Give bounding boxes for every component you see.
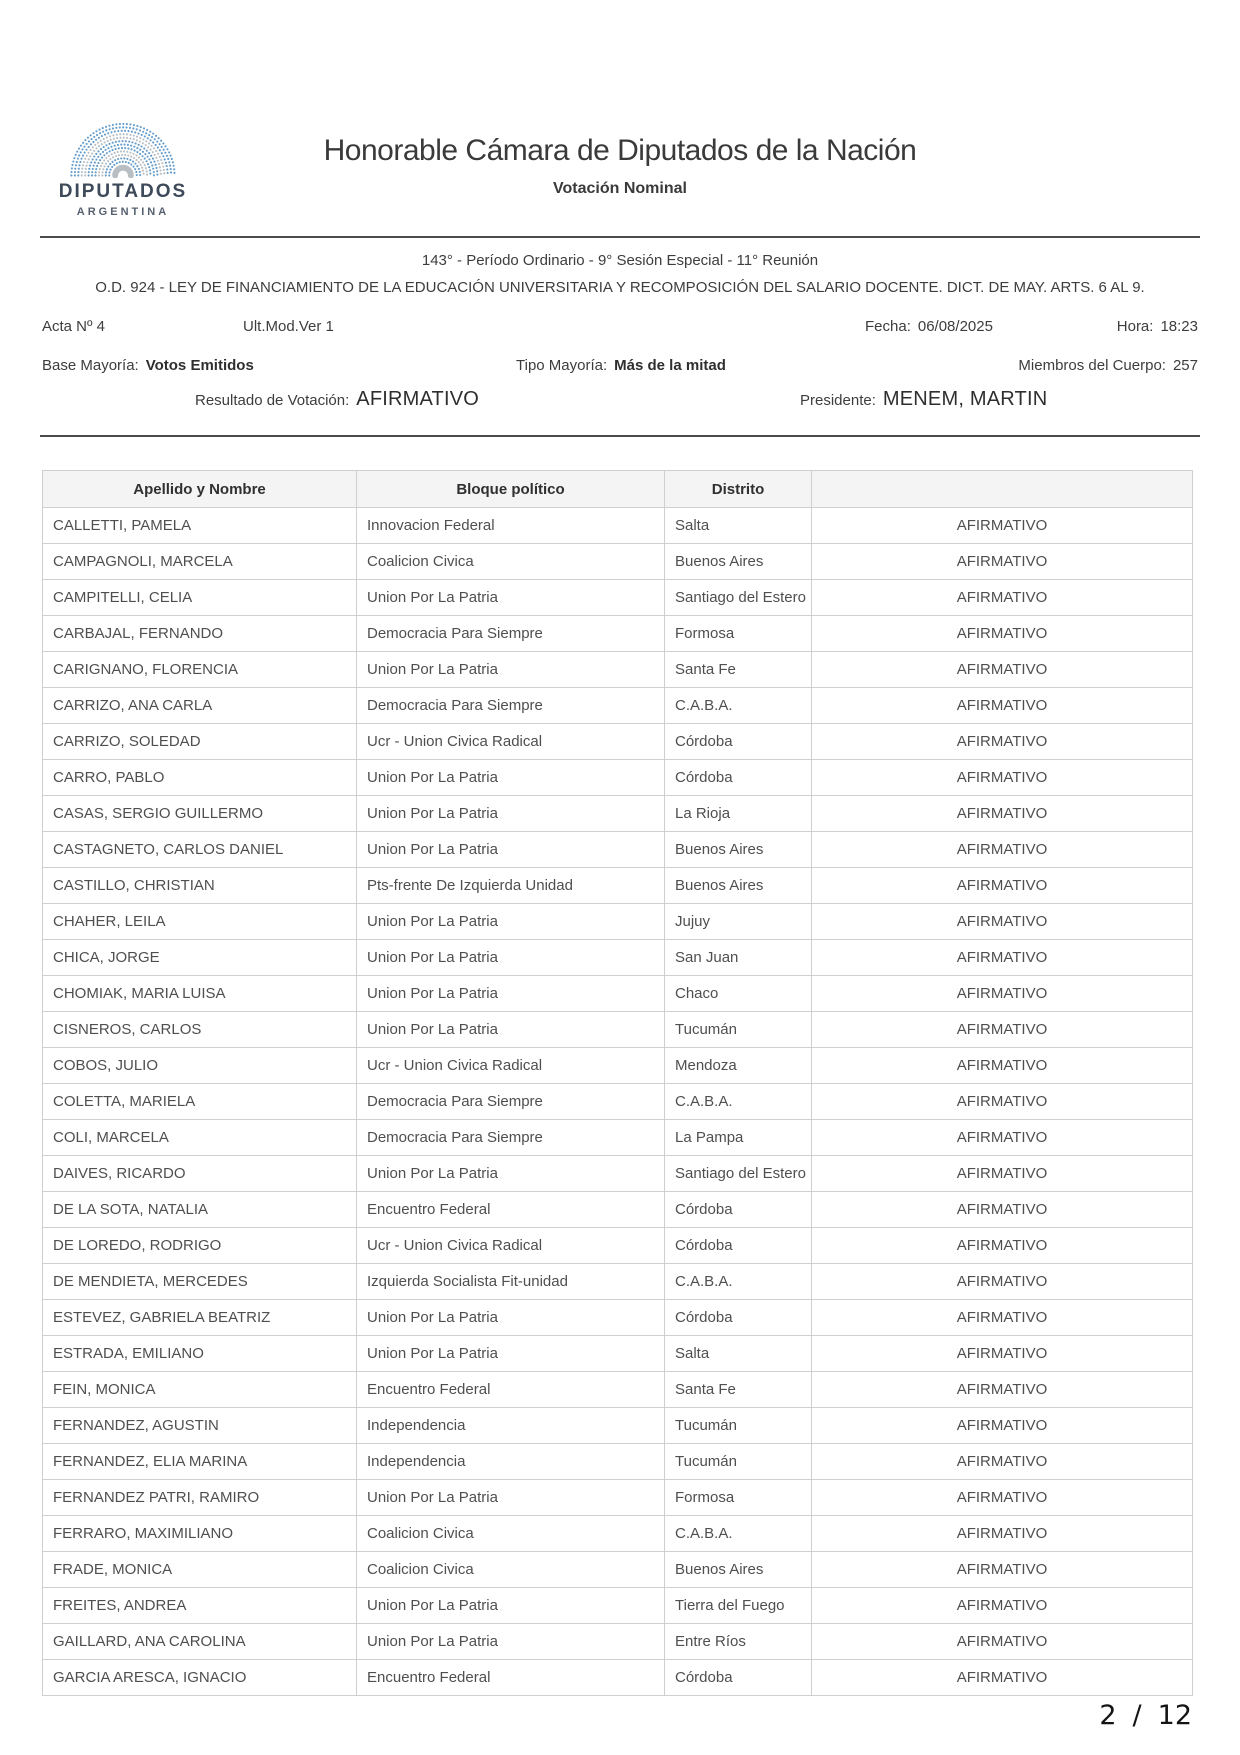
table-row (43, 1300, 1193, 1336)
deputy-name-cell: CASAS, SERGIO GUILLERMO (43, 796, 357, 832)
deputy-name-cell: COLETTA, MARIELA (43, 1084, 357, 1120)
deputy-name-cell: FERNANDEZ, AGUSTIN (43, 1408, 357, 1444)
vote-cell: AFIRMATIVO (812, 724, 1193, 760)
vote-cell: AFIRMATIVO (812, 760, 1193, 796)
deputy-name-cell: CARRIZO, ANA CARLA (43, 688, 357, 724)
bloc-cell: Union Por La Patria (357, 940, 665, 976)
miembros-group (1018, 357, 1198, 374)
deputy-name-cell: FREITES, ANDREA (43, 1588, 357, 1624)
vote-cell: AFIRMATIVO (812, 1444, 1193, 1480)
table-row (43, 904, 1193, 940)
district-cell: Jujuy (665, 904, 812, 940)
bloc-cell: Innovacion Federal (357, 508, 665, 544)
table-row (43, 1516, 1193, 1552)
table-header-row (43, 471, 1193, 508)
vote-cell: AFIRMATIVO (812, 796, 1193, 832)
district-cell: Córdoba (665, 1228, 812, 1264)
district-cell: Tucumán (665, 1444, 812, 1480)
vote-table (42, 470, 1193, 1696)
vote-table-body (43, 508, 1193, 1696)
deputy-name-cell: DAIVES, RICARDO (43, 1156, 357, 1192)
district-cell: Santa Fe (665, 1372, 812, 1408)
table-row (43, 760, 1193, 796)
district-cell: Santa Fe (665, 652, 812, 688)
deputy-name-cell: FERRARO, MAXIMILIANO (43, 1516, 357, 1552)
deputy-name-cell: CHICA, JORGE (43, 940, 357, 976)
table-row (43, 796, 1193, 832)
district-cell: C.A.B.A. (665, 688, 812, 724)
deputy-name-cell: GAILLARD, ANA CAROLINA (43, 1624, 357, 1660)
bloc-cell: Union Por La Patria (357, 1336, 665, 1372)
table-row (43, 976, 1193, 1012)
bloc-cell: Union Por La Patria (357, 832, 665, 868)
deputy-name-cell: CAMPAGNOLI, MARCELA (43, 544, 357, 580)
table-row (43, 1120, 1193, 1156)
bloc-cell: Pts-frente De Izquierda Unidad (357, 868, 665, 904)
order-of-day-line: O.D. 924 - LEY DE FINANCIAMIENTO DE LA EDUCACIÓN UNIVERSITARIA Y RECOMPOSICIÓN DEL SALARIO DOCENTE. DICT. DE MAY. ARTS. 6 AL 9. (95, 279, 1145, 296)
deputy-name-cell: FEIN, MONICA (43, 1372, 357, 1408)
bloc-cell: Union Por La Patria (357, 1156, 665, 1192)
vote-cell: AFIRMATIVO (812, 1156, 1193, 1192)
divider-bottom (40, 435, 1200, 437)
page-subtitle: Votación Nominal (553, 180, 687, 197)
table-row (43, 724, 1193, 760)
district-cell: Tucumán (665, 1408, 812, 1444)
table-row (43, 1012, 1193, 1048)
vote-cell: AFIRMATIVO (812, 1372, 1193, 1408)
page-title: Honorable Cámara de Diputados de la Nación (323, 134, 917, 167)
district-cell: Córdoba (665, 760, 812, 796)
deputy-name-cell: FERNANDEZ PATRI, RAMIRO (43, 1480, 357, 1516)
bloc-cell: Union Por La Patria (357, 1300, 665, 1336)
district-cell: C.A.B.A. (665, 1516, 812, 1552)
table-row (43, 652, 1193, 688)
page-separator: / (1132, 1700, 1142, 1731)
deputy-name-cell: CHOMIAK, MARIA LUISA (43, 976, 357, 1012)
district-cell: Tierra del Fuego (665, 1588, 812, 1624)
table-row (43, 1624, 1193, 1660)
col-header-distrito: Distrito (665, 471, 812, 508)
vote-cell: AFIRMATIVO (812, 1516, 1193, 1552)
table-row (43, 508, 1193, 544)
deputy-name-cell: COBOS, JULIO (43, 1048, 357, 1084)
logo-name: DIPUTADOS (58, 181, 188, 202)
table-row (43, 1048, 1193, 1084)
district-cell: Buenos Aires (665, 832, 812, 868)
deputy-name-cell: ESTRADA, EMILIANO (43, 1336, 357, 1372)
presidente-value: MENEM, MARTIN (882, 388, 1048, 410)
district-cell: Córdoba (665, 724, 812, 760)
deputy-name-cell: CARRO, PABLO (43, 760, 357, 796)
deputy-name-cell: DE LOREDO, RODRIGO (43, 1228, 357, 1264)
vote-cell: AFIRMATIVO (812, 868, 1193, 904)
vote-cell: AFIRMATIVO (812, 1300, 1193, 1336)
miembros-label: Miembros del Cuerpo: (1018, 357, 1166, 374)
meta-row-majority (0, 357, 1240, 383)
deputy-name-cell: DE MENDIETA, MERCEDES (43, 1264, 357, 1300)
district-cell: Tucumán (665, 1012, 812, 1048)
bloc-cell: Democracia Para Siempre (357, 616, 665, 652)
deputy-name-cell: CAMPITELLI, CELIA (43, 580, 357, 616)
vote-cell: AFIRMATIVO (812, 976, 1193, 1012)
bloc-cell: Coalicion Civica (357, 1516, 665, 1552)
bloc-cell: Ucr - Union Civica Radical (357, 1048, 665, 1084)
bloc-cell: Union Por La Patria (357, 580, 665, 616)
col-header-apellido: Apellido y Nombre (43, 471, 357, 508)
fecha-group (865, 318, 993, 335)
vote-cell: AFIRMATIVO (812, 1048, 1193, 1084)
resultado-label: Resultado de Votación: (195, 392, 350, 409)
col-header-bloque: Bloque político (357, 471, 665, 508)
vote-cell: AFIRMATIVO (812, 1552, 1193, 1588)
district-cell: La Rioja (665, 796, 812, 832)
table-row (43, 1660, 1193, 1696)
bloc-cell: Coalicion Civica (357, 544, 665, 580)
table-row (43, 1372, 1193, 1408)
vote-cell: AFIRMATIVO (812, 1588, 1193, 1624)
district-cell: C.A.B.A. (665, 1084, 812, 1120)
bloc-cell: Union Por La Patria (357, 1588, 665, 1624)
bloc-cell: Union Por La Patria (357, 760, 665, 796)
district-cell: C.A.B.A. (665, 1264, 812, 1300)
district-cell: Santiago del Estero (665, 580, 812, 616)
deputy-name-cell: COLI, MARCELA (43, 1120, 357, 1156)
district-cell: Buenos Aires (665, 544, 812, 580)
vote-cell: AFIRMATIVO (812, 1336, 1193, 1372)
vote-cell: AFIRMATIVO (812, 652, 1193, 688)
meta-row-result (0, 388, 1240, 418)
col-header-voto (812, 471, 1193, 508)
vote-cell: AFIRMATIVO (812, 580, 1193, 616)
page-total: 12 (1157, 1700, 1192, 1731)
meta-row-acta (0, 318, 1240, 344)
bloc-cell: Izquierda Socialista Fit-unidad (357, 1264, 665, 1300)
vote-cell: AFIRMATIVO (812, 1228, 1193, 1264)
vote-cell: AFIRMATIVO (812, 1264, 1193, 1300)
bloc-cell: Union Por La Patria (357, 1624, 665, 1660)
vote-cell: AFIRMATIVO (812, 688, 1193, 724)
table-row (43, 832, 1193, 868)
deputy-name-cell: CISNEROS, CARLOS (43, 1012, 357, 1048)
bloc-cell: Ucr - Union Civica Radical (357, 724, 665, 760)
bloc-cell: Union Por La Patria (357, 976, 665, 1012)
table-row (43, 1264, 1193, 1300)
base-mayoria-label: Base Mayoría: (42, 357, 139, 374)
table-row (43, 940, 1193, 976)
page-number (1099, 1700, 1192, 1731)
table-row (43, 544, 1193, 580)
deputy-name-cell: DE LA SOTA, NATALIA (43, 1192, 357, 1228)
bloc-cell: Democracia Para Siempre (357, 1084, 665, 1120)
base-mayoria-group (42, 357, 254, 374)
vote-cell: AFIRMATIVO (812, 940, 1193, 976)
table-row (43, 1444, 1193, 1480)
bloc-cell: Union Por La Patria (357, 904, 665, 940)
bloc-cell: Independencia (357, 1408, 665, 1444)
district-cell: Entre Ríos (665, 1624, 812, 1660)
deputy-name-cell: FRADE, MONICA (43, 1552, 357, 1588)
bloc-cell: Union Por La Patria (357, 796, 665, 832)
bloc-cell: Coalicion Civica (357, 1552, 665, 1588)
deputy-name-cell: CASTAGNETO, CARLOS DANIEL (43, 832, 357, 868)
district-cell: Salta (665, 1336, 812, 1372)
presidente-group (800, 388, 1047, 411)
hora-group (1117, 318, 1198, 335)
table-row (43, 1228, 1193, 1264)
district-cell: Córdoba (665, 1300, 812, 1336)
district-cell: La Pampa (665, 1120, 812, 1156)
chamber-logo (58, 118, 188, 218)
bloc-cell: Democracia Para Siempre (357, 688, 665, 724)
deputy-name-cell: CARRIZO, SOLEDAD (43, 724, 357, 760)
table-row (43, 1156, 1193, 1192)
vote-cell: AFIRMATIVO (812, 1120, 1193, 1156)
tipo-mayoria-label: Tipo Mayoría: (516, 357, 608, 374)
deputy-name-cell: FERNANDEZ, ELIA MARINA (43, 1444, 357, 1480)
vote-cell: AFIRMATIVO (812, 1084, 1193, 1120)
bloc-cell: Ucr - Union Civica Radical (357, 1228, 665, 1264)
district-cell: Chaco (665, 976, 812, 1012)
table-row (43, 1588, 1193, 1624)
vote-cell: AFIRMATIVO (812, 904, 1193, 940)
district-cell: Córdoba (665, 1192, 812, 1228)
district-cell: Salta (665, 508, 812, 544)
bloc-cell: Encuentro Federal (357, 1660, 665, 1696)
vote-cell: AFIRMATIVO (812, 1012, 1193, 1048)
table-row (43, 1480, 1193, 1516)
vote-cell: AFIRMATIVO (812, 1192, 1193, 1228)
district-cell: Córdoba (665, 1660, 812, 1696)
table-row (43, 1192, 1193, 1228)
table-row (43, 580, 1193, 616)
vote-cell: AFIRMATIVO (812, 1408, 1193, 1444)
vote-cell: AFIRMATIVO (812, 616, 1193, 652)
divider-top (40, 236, 1200, 238)
hora-label: Hora: (1116, 318, 1154, 335)
vote-cell: AFIRMATIVO (812, 832, 1193, 868)
district-cell: Buenos Aires (665, 1552, 812, 1588)
district-cell: Buenos Aires (665, 868, 812, 904)
resultado-value: AFIRMATIVO (356, 388, 480, 410)
last-mod-version: Ult.Mod.Ver 1 (243, 318, 334, 335)
tipo-mayoria-value: Más de la mitad (614, 357, 726, 374)
deputy-name-cell: ESTEVEZ, GABRIELA BEATRIZ (43, 1300, 357, 1336)
table-row (43, 1084, 1193, 1120)
vote-table-grid (42, 470, 1193, 1696)
miembros-value: 257 (1172, 357, 1198, 374)
district-cell: Santiago del Estero (665, 1156, 812, 1192)
logo-country: ARGENTINA (76, 206, 170, 218)
district-cell: Formosa (665, 616, 812, 652)
table-row (43, 616, 1193, 652)
vote-cell: AFIRMATIVO (812, 544, 1193, 580)
vote-cell: AFIRMATIVO (812, 1624, 1193, 1660)
deputy-name-cell: GARCIA ARESCA, IGNACIO (43, 1660, 357, 1696)
bloc-cell: Union Por La Patria (357, 1480, 665, 1516)
district-cell: Mendoza (665, 1048, 812, 1084)
tipo-mayoria-group (516, 357, 726, 374)
table-row (43, 1336, 1193, 1372)
bloc-cell: Encuentro Federal (357, 1192, 665, 1228)
resultado-group (195, 388, 479, 411)
district-cell: Formosa (665, 1480, 812, 1516)
table-row (43, 688, 1193, 724)
page-current: 2 (1099, 1700, 1117, 1731)
deputy-name-cell: CHAHER, LEILA (43, 904, 357, 940)
base-mayoria-value: Votos Emitidos (145, 357, 254, 374)
deputy-name-cell: CALLETTI, PAMELA (43, 508, 357, 544)
district-cell: San Juan (665, 940, 812, 976)
bloc-cell: Union Por La Patria (357, 652, 665, 688)
bloc-cell: Union Por La Patria (357, 1012, 665, 1048)
bloc-cell: Encuentro Federal (357, 1372, 665, 1408)
table-row (43, 1552, 1193, 1588)
vote-cell: AFIRMATIVO (812, 508, 1193, 544)
vote-cell: AFIRMATIVO (812, 1660, 1193, 1696)
hora-value: 18:23 (1160, 318, 1198, 335)
fecha-label: Fecha: (865, 318, 911, 335)
vote-cell: AFIRMATIVO (812, 1480, 1193, 1516)
deputy-name-cell: CASTILLO, CHRISTIAN (43, 868, 357, 904)
deputy-name-cell: CARBAJAL, FERNANDO (43, 616, 357, 652)
presidente-label: Presidente: (800, 392, 876, 409)
fecha-value: 06/08/2025 (917, 318, 993, 335)
deputy-name-cell: CARIGNANO, FLORENCIA (43, 652, 357, 688)
session-line: 143° - Período Ordinario - 9° Sesión Especial - 11° Reunión (421, 252, 819, 269)
table-row (43, 1408, 1193, 1444)
acta-number: Acta Nº 4 (42, 318, 106, 335)
bloc-cell: Independencia (357, 1444, 665, 1480)
table-row (43, 868, 1193, 904)
bloc-cell: Democracia Para Siempre (357, 1120, 665, 1156)
